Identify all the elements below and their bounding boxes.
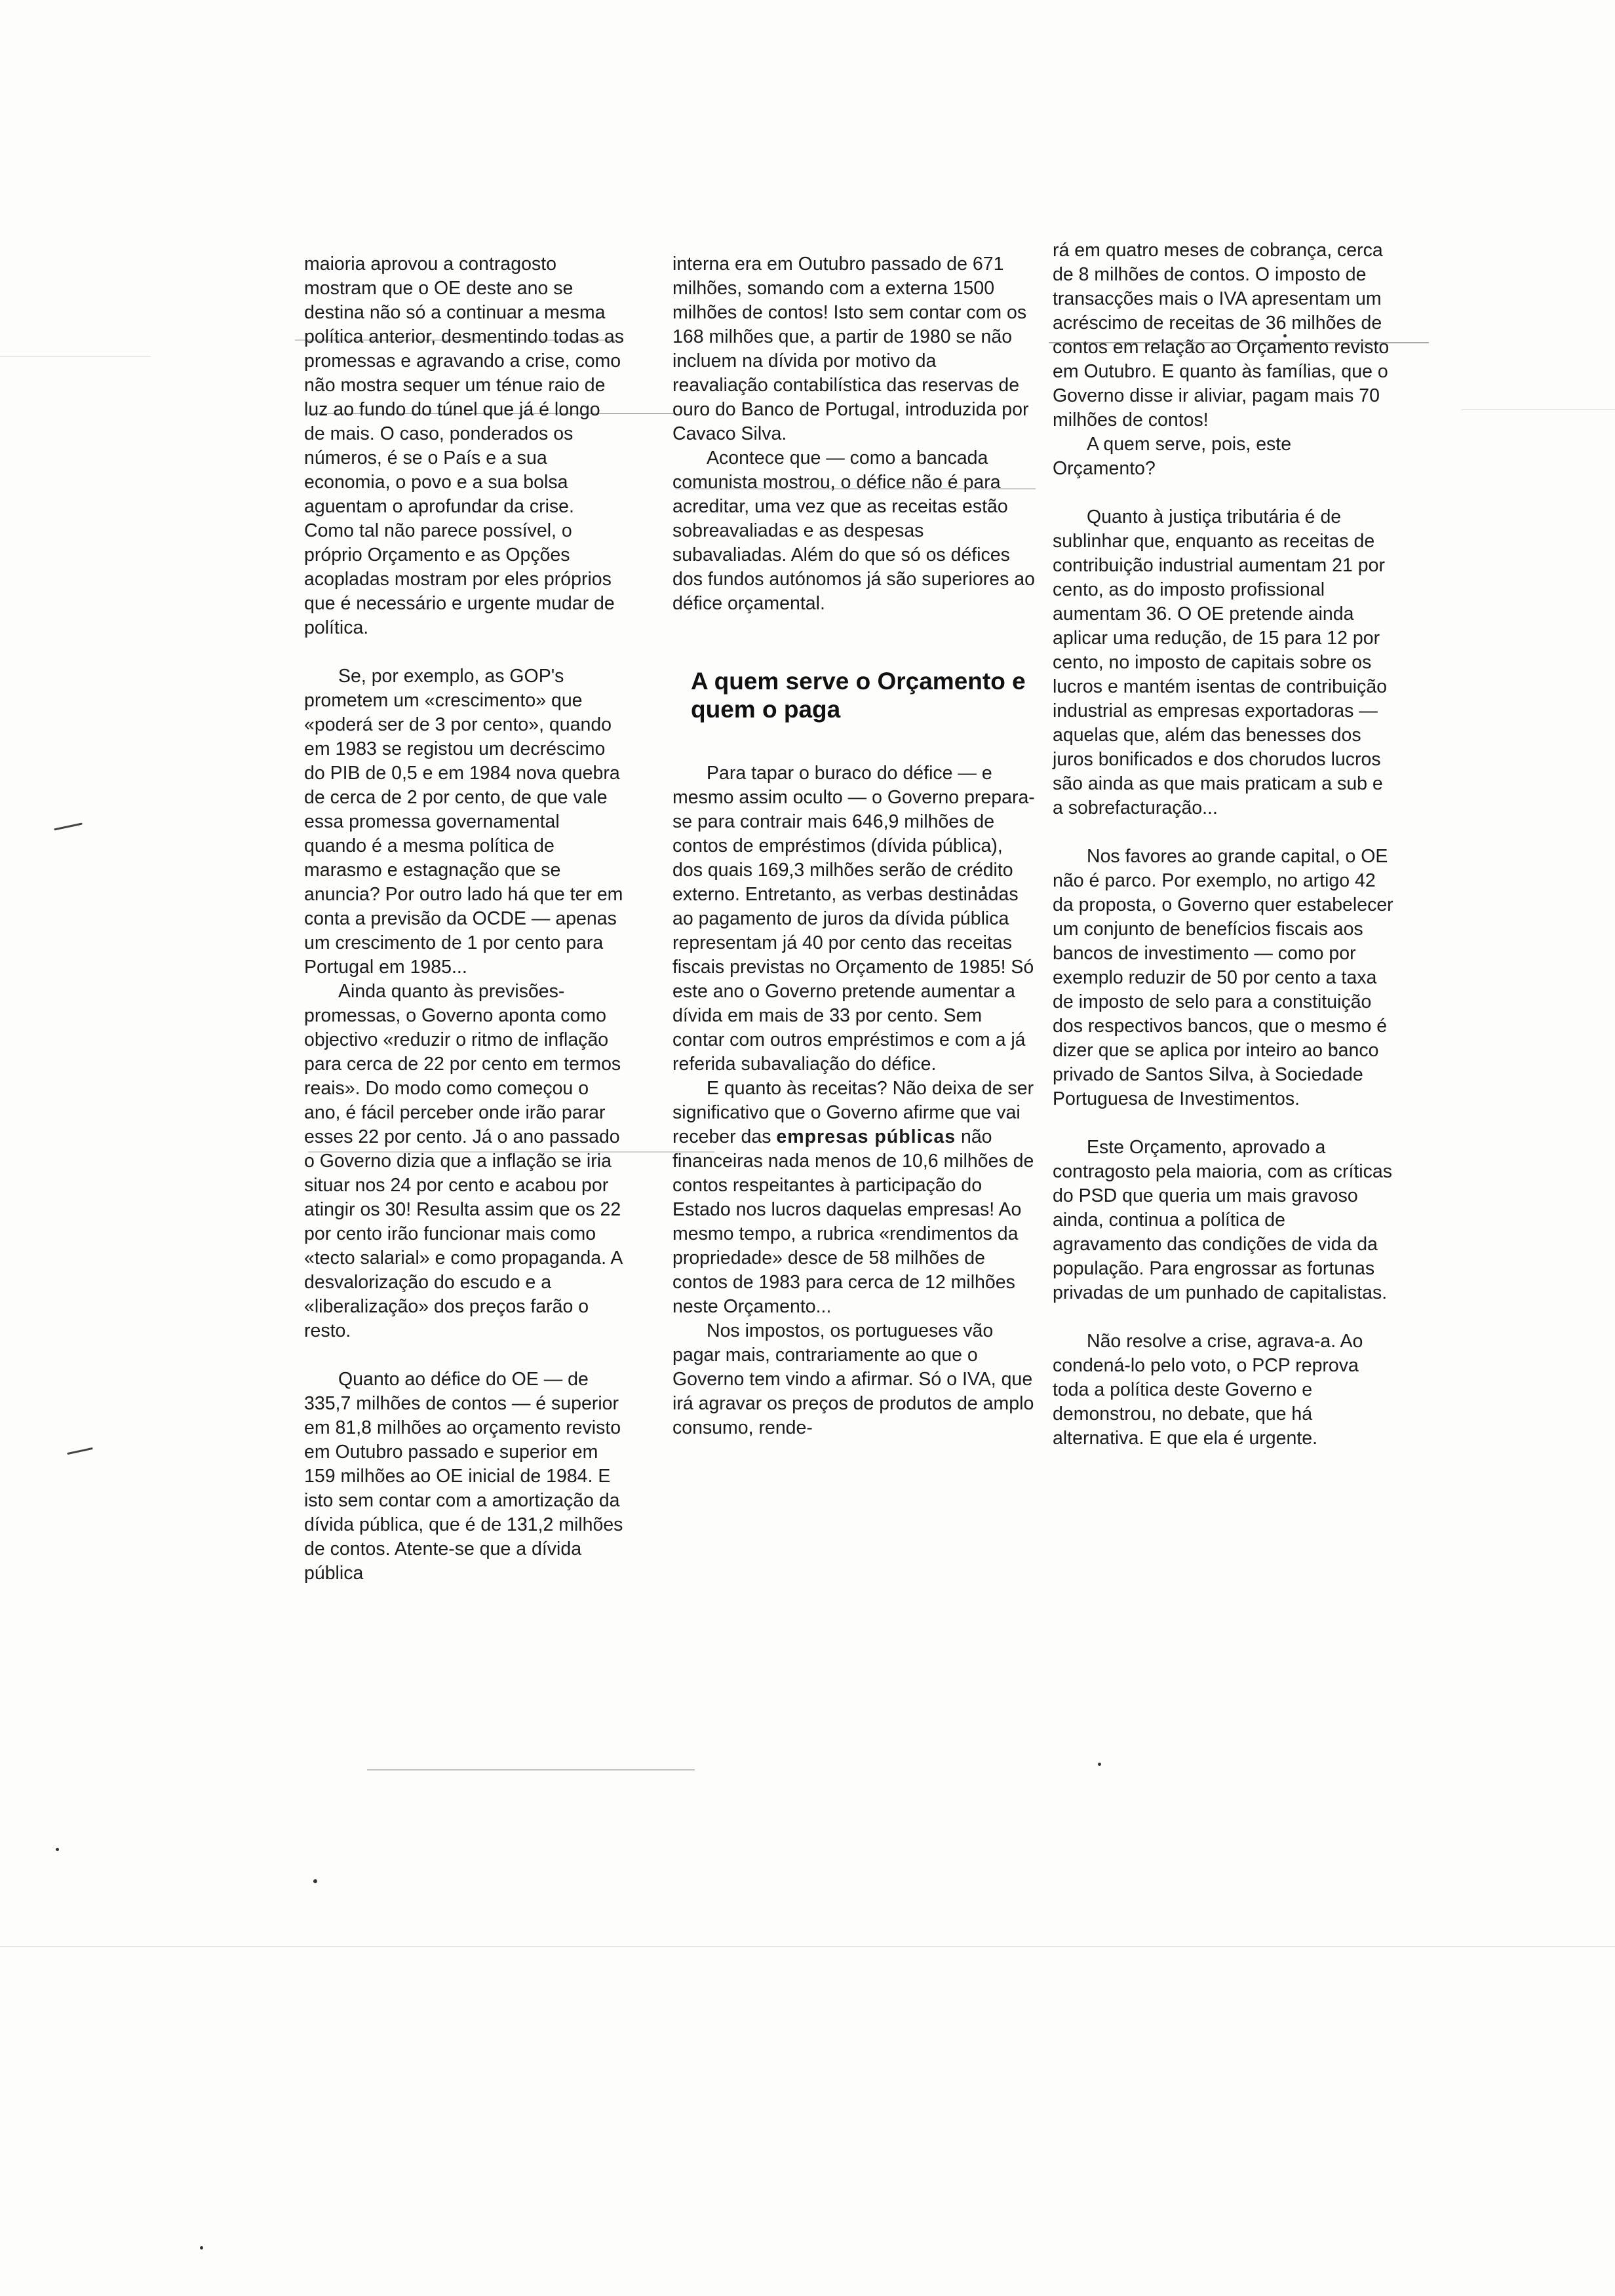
col1-paragraph-1: maioria aprovou a contragosto mostram que o OE deste ano se destina não só a continuar a mesma política anterior, desmentindo todas as promessas e agravando a crise, como não mostra sequer um ténue raio de luz ao fundo do túnel que já é longo de mais. O caso, ponderados os números, é se o País e a sua economia, o povo e a sua bolsa aguentam o aprofundar da crise. Como tal não parece possível, o próprio Orçamento e as Opções acopladas mostram por eles próprios que é necessário e urgente mudar de política. xyxy=(304,254,624,638)
col2-paragraph-3: Para tapar o buraco do défice — e mesmo assim oculto — o Governo prepara-se para contrair mais 646,9 milhões de contos de empréstimos (dívida pública), dos quais 169,3 milhões serão de crédito externo. Entretanto, as verbas destinadas ao pagamento de juros da dívida pública representam já 40 por cento das receitas fiscais previstas no Orçamento de 1985! Só este ano o Governo pretende aumentar a dívida em mais de 33 por cento. Sem contar com outros empréstimos e com a já referida subavaliação do défice. xyxy=(672,763,1035,1075)
col1-paragraph-3: Ainda quanto às previsões-promessas, o Governo aponta como objectivo «reduzir o ritmo de inflação para cerca de 22 por cento em termos reais». Do modo como começou o ano, é fácil perceber onde irão parar esses 22 por cento. Já o ano passado o Governo dizia que a inflação se iria situar nos 24 por cento e acabou por atingir os 30! Resulta assim que os 22 por cento irão funcionar mais como «tecto salarial» e como propaganda. A desvalorização do escudo e a «liberalização» dos preços farão o resto. xyxy=(304,981,622,1341)
scan-rule-col1-d xyxy=(367,1769,695,1770)
scan-rule-bottom xyxy=(0,1946,1615,1947)
receitas-text-b: não financeiras nada menos de 10,6 milhões de contos respeitantes à participação do Estado nos lucros daquelas empresas! Ao mesmo tempo, a rubrica «rendimentos da propriedade» desce de 58 milhões de contos de 1983 para cerca de 12 milhões neste Orçamento... xyxy=(672,1126,1034,1317)
receitas-text-a: E quanto às receitas? Não deixa de ser significativo que o Governo afirme que vai receber das xyxy=(672,1078,1034,1147)
scan-speck-5 xyxy=(200,2246,203,2249)
col3-paragraph-4: Nos favores ao grande capital, o OE não é parco. Por exemplo, no artigo 42 da proposta, o Governo quer estabelecer um conjunto de benefícios fiscais aos bancos de investimento — como por exemplo reduzir de 50 por cento a taxa de imposto de selo para a constituição dos respectivos bancos, que o mesmo é dizer que se aplica por inteiro ao banco privado de Santos Silva, à Sociedade Portuguesa de Investimentos. xyxy=(1053,846,1393,1109)
scan-speck-7 xyxy=(1098,1763,1101,1766)
col2-paragraph-2: Acontece que — como a bancada comunista mostrou, o défice não é para acreditar, uma vez que as receitas estão sobreavaliadas e as despesas subavaliadas. Além do que só os défices dos fundos autónomos já são superiores ao défice orçamental. xyxy=(672,448,1035,614)
column-1 xyxy=(304,252,624,1586)
col1-paragraph-4: Quanto ao défice do OE — de 335,7 milhões de contos — é superior em 81,8 milhões ao orçamento revisto em Outubro passado e superior em 159 milhões ao OE inicial de 1984. E isto sem contar com a amortização da dívida pública, que é de 131,2 milhões de contos. Atente-se que a dívida pública xyxy=(304,1369,623,1584)
scan-speck-1 xyxy=(313,1879,317,1883)
scan-mark-left-2 xyxy=(67,1447,93,1455)
column-2 xyxy=(672,252,1037,1440)
column-3 xyxy=(1053,239,1393,1451)
col3-paragraph-6: Não resolve a crise, agrava-a. Ao condená-lo pelo voto, o PCP reprova toda a política deste Governo e demonstrou, no debate, que há alternativa. E que ela é urgente. xyxy=(1053,1331,1363,1449)
scan-speck-2 xyxy=(56,1848,59,1851)
col3-paragraph-1: rá em quatro meses de cobrança, cerca de 8 milhões de contos. O imposto de transacções mais o IVA apresentam um acréscimo de receitas de 36 milhões de contos em relação ao Orçamento revisto em Outubro. E quanto às famílias, que o Governo disse ir aliviar, pagam mais 70 milhões de contos! xyxy=(1053,240,1390,430)
col1-paragraph-2: Se, por exemplo, as GOP's prometem um «crescimento» que «poderá ser de 3 por cento», quando em 1983 se registou um decréscimo do PIB de 0,5 e em 1984 nova quebra de cerca de 2 por cento, de que vale essa promessa governamental quando é a mesma política de marasmo e estagnação que se anuncia? Por outro lado há que ter em conta a previsão da OCDE — apenas um crescimento de 1 por cento para Portugal em 1985... xyxy=(304,666,623,978)
col3-paragraph-2: A quem serve, pois, este Orçamento? xyxy=(1053,434,1292,479)
scan-mark-left-1 xyxy=(54,822,83,830)
section-heading: A quem serve o Orçamento e quem o paga xyxy=(691,668,1026,723)
receitas-bold-empresas-publicas: empresas públicas xyxy=(776,1126,956,1147)
col2-paragraph-1: interna era em Outubro passado de 671 milhões, somando com a externa 1500 milhões de contos! Isto sem contar com os 168 milhões que, a partir de 1980 se não incluem na dívida por motivo da reavaliação contabilística das reservas de ouro do Banco de Portugal, introduzida por Cavaco Silva. xyxy=(672,254,1029,444)
col2-paragraph-impostos: Nos impostos, os portugueses vão pagar mais, contrariamente ao que o Governo tem vindo a afirmar. Só o IVA, que irá agravar os preços de produtos de amplo consumo, rende- xyxy=(672,1320,1034,1438)
col2-paragraph-receitas xyxy=(672,1077,1037,1319)
col3-paragraph-3: Quanto à justiça tributária é de sublinhar que, enquanto as receitas de contribuição industrial aumentam 21 por cento, as do imposto profissional aumentam 36. O OE pretende ainda aplicar uma redução, de 15 para 12 por cento, no imposto de capitais sobre os lucros e mantém isentas de contribuição industrial as empresas exportadoras — aquelas que, além das benesses dos juros bonificados e dos chorudos lucros são ainda as que mais praticam a sub e a sobrefacturação... xyxy=(1053,507,1388,818)
col3-paragraph-5: Este Orçamento, aprovado a contragosto pela maioria, com as críticas do PSD que queria um mais gravoso ainda, continua a política de agravamento das condições de vida da população. Para engrossar as fortunas privadas de um punhado de capitalistas. xyxy=(1053,1137,1392,1303)
